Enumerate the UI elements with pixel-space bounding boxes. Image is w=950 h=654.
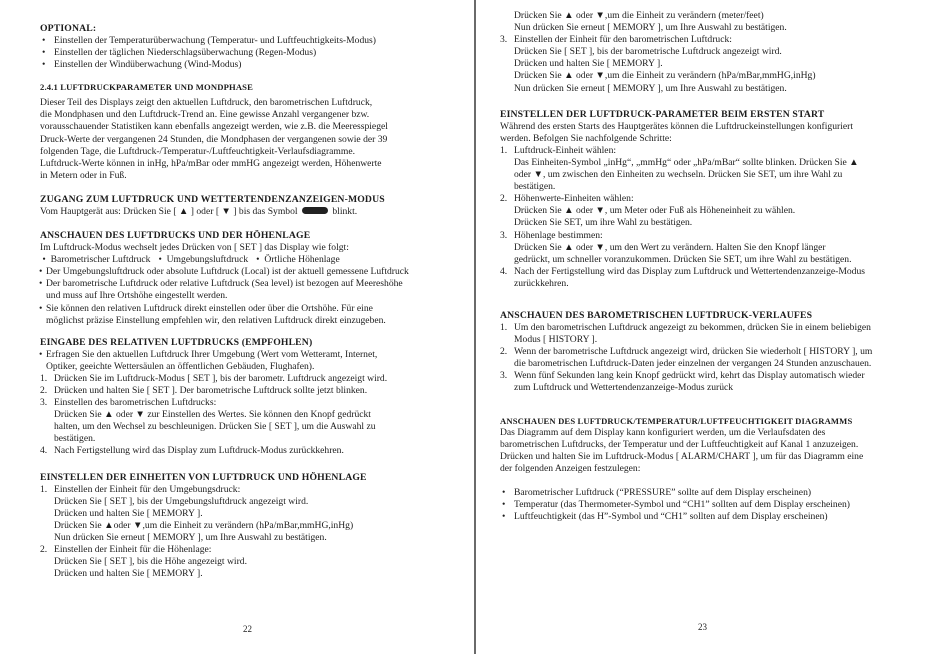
step-number: 1. (500, 321, 508, 333)
step-line: Luftdruck-Einheit wählen: (514, 144, 617, 156)
step-line: Wenn der barometrische Luftdruck angezeigt wird, drücken Sie wiederholt [ HISTORY ], um (514, 346, 873, 358)
anschauen-item (40, 266, 460, 278)
optional-item: • Einstellen der Temperaturüberwachung (Temperatur- und Luftfeuchtigkeits-Modus) (40, 35, 460, 47)
diagramme-line: der folgenden Anzeigen festzulegen: (500, 462, 641, 474)
section-2-4-1-line: vorausschauender Statistiken kann ebenfalls angezeigt werden, wie z.B. die Meeresspiegel (40, 121, 388, 133)
step-line: Höhenwerte-Einheiten wählen: (514, 193, 634, 205)
section-2-4-1-line: Dieser Teil des Displays zeigt den aktuellen Luftdruck, den barometrischen Luftdruck, (40, 97, 373, 109)
step-line: Drücken Sie [ SET ], bis die Höhe angezeigt wird. (54, 556, 247, 568)
eingabe-step (40, 397, 460, 445)
step-line: Drücken Sie ▲oder ▼,um die Einheit zu verändern (hPa/mBar,mmHG,inHg) (54, 519, 354, 531)
step-line: bestätigen. (514, 181, 556, 193)
step-line: Um den barometrischen Luftdruck angezeigt zu bekommen, drücken Sie in einem beliebigen (514, 321, 871, 333)
step-line: Drücken Sie SET, um ihre Wahl zu bestätigen. (514, 217, 693, 229)
einheiten-step (40, 484, 460, 544)
einheiten-step (40, 544, 460, 580)
step-line: Einstellen des barometrischen Luftdrucks: (54, 397, 217, 409)
step-number: 3. (500, 34, 508, 46)
zugang-heading: ZUGANG ZUM LUFTDRUCK UND WETTERTENDENZANZEIGEN-MODUS (40, 193, 385, 205)
step-line: Drücken Sie ▲ oder ▼, um Meter oder Fuß als Höheneinheit zu wählen. (514, 205, 796, 217)
mode-barometric: • Barometrischer Luftdruck (42, 254, 150, 265)
page-number: 22 (243, 624, 252, 634)
erster-start-intro: Während des ersten Starts des Hauptgerätes können die Luftdruckeinstellungen konfiguriert (500, 120, 853, 132)
page-number: 23 (698, 622, 707, 632)
step-line: Das Einheiten-Symbol „inHg“, „mmHg“ oder „hPa/mBar“ sollte blinken. Drücken Sie ▲ (514, 156, 859, 168)
eingabe-bullet (40, 349, 460, 373)
anschauen-item-line: • Sie können den relativen Luftdruck direkt einstellen oder über die Ortshöhe. Für eine (46, 302, 373, 314)
section-2-4-1-line: in Metern oder in Fuß. (40, 169, 127, 181)
step-line: Drücken und halten Sie [ SET ]. Der barometrische Luftdruck sollte jetzt blinken. (54, 384, 368, 396)
step-number: 4. (40, 445, 48, 457)
verlauf-heading: ANSCHAUEN DES BAROMETRISCHEN LUFTDRUCK-VERLAUFES (500, 309, 813, 321)
erster-start-intro: werden. Befolgen Sie nachfolgende Schritte: (500, 132, 672, 144)
page-22-content (40, 23, 460, 580)
eingabe-heading: EINGABE DES RELATIVEN LUFTDRUCKS (EMPFOHLEN) (40, 336, 313, 348)
page-22 (0, 0, 474, 654)
step-line: oder ▼, um zwischen den Einheiten zu wechseln. Drücken Sie SET, um ihre Wahl zu (514, 169, 843, 181)
erster-start-step (500, 266, 930, 290)
section-2-4-1-line: Druck-Werte der vergangenen 24 Stunden, die Mondphasen der vergangenen sowie der 39 (40, 133, 388, 145)
page-23 (476, 0, 950, 654)
einheiten-heading: EINSTELLEN DER EINHEITEN VON LUFTDRUCK UND HÖHENLAGE (40, 471, 367, 483)
eingabe-bullet-line: Optiker, geeichte Wettersäulen an öffentlichen Gebäuden, Flughafen). (46, 360, 315, 372)
step-line: Einstellen der Einheit für den barometrischen Luftdruck: (514, 34, 732, 46)
section-2-4-1-line: folgenden Tage, die Luftdruck-/Temperatur-/Luftfeuchtigkeit-Verlaufsdiagramme. (40, 145, 356, 157)
step-line: Nun drücken Sie erneut [ MEMORY ], um Ihre Auswahl zu bestätigen. (54, 531, 327, 543)
step-line: Nach Fertigstellung wird das Display zum Luftdruck-Modus zurückkehren. (54, 445, 344, 457)
step-line: Drücken Sie ▲ oder ▼ zur Einstellen des Wertes. Sie können den Knopf gedrückt (54, 409, 371, 421)
erster-start-steps (500, 145, 930, 290)
anschauen-item-line: • Der barometrische Luftdruck oder relative Luftdruck (Sea level) ist bezogen auf Meereshöhe (46, 278, 403, 290)
verlauf-steps (500, 322, 930, 395)
anschauen-intro: Im Luftdruck-Modus wechselt jedes Drücken von [ SET ] das Display wie folgt: (40, 242, 349, 254)
step-line: Modus [ HISTORY ]. (514, 334, 598, 346)
einheiten-step (500, 34, 930, 94)
step-number: 4. (500, 265, 508, 277)
diagramme-line: barometrischen Luftdrucks, der Temperatur und der Luftfeuchtigkeit auf Kanal 1 anzuzeigen. (500, 438, 859, 450)
step-line: Nach der Fertigstellung wird das Display zum Luftdruck und Wettertendenzanzeige-Modus (514, 265, 865, 277)
step-line: Wenn fünf Sekunden lang kein Knopf gedrückt wird, kehrt das Display automatisch wieder (514, 370, 865, 382)
einheiten-steps (40, 484, 460, 581)
mode-ambient: • Umgebungsluftdruck (158, 254, 248, 265)
erster-start-heading: EINSTELLEN DER LUFTDRUCK-PARAMETER BEIM ERSTEN START (500, 108, 825, 120)
zugang-text-b: blinkt. (332, 205, 358, 217)
step-line: Nun drücken Sie erneut [ MEMORY ], um Ihre Auswahl zu bestätigen. (514, 82, 787, 94)
anschauen-item-line: • Der Umgebungsluftdruck oder absolute Luftdruck (Local) ist der aktuell gemessene Luftdruck (46, 266, 409, 278)
anschauen-item-line: möglichst präzise Einstellung empfehlen wir, den relativen Luftdruck direkt einzugeben. (46, 314, 386, 326)
step-number: 3. (500, 370, 508, 382)
erster-start-step (500, 230, 930, 266)
diagramme-line: Das Diagramm auf dem Display kann konfiguriert werden, um die Verlaufsdaten des (500, 426, 826, 438)
step-line: Höhenlage bestimmen: (514, 229, 603, 241)
eingabe-step (40, 445, 460, 457)
continued-step (500, 10, 930, 34)
eingabe-steps (40, 373, 460, 458)
einheiten-steps-cont (500, 34, 930, 94)
step-number: 2. (40, 384, 48, 396)
optional-item: • Einstellen der Windüberwachung (Wind-Modus) (40, 59, 460, 71)
verlauf-step (500, 346, 930, 370)
step-line: gedrückt, um schneller voranzukommen. Drücken Sie SET, um ihre Wahl zu bestätigen. (514, 253, 852, 265)
diagramme-list (500, 487, 930, 523)
step-number: 3. (40, 397, 48, 409)
page-23-content (500, 10, 930, 523)
step-number: 1. (500, 144, 508, 156)
step-line: Drücken Sie im Luftdruck-Modus [ SET ], bis der barometr. Luftdruck angezeigt wird. (54, 372, 388, 384)
verlauf-step (500, 322, 930, 346)
step-number: 2. (500, 346, 508, 358)
mode-altitude: • Örtliche Höhenlage (256, 254, 340, 265)
anschauen-item-line: und muss auf Ihre Ortshöhe eingestellt werden. (46, 290, 228, 302)
diagramme-item: • Luftfeuchtigkeit (das H”-Symbol und “CH1” sollten auf dem Display erscheinen) (500, 511, 930, 523)
optional-heading: OPTIONAL: (40, 23, 97, 34)
zugang-text (40, 206, 460, 218)
diagramme-item: • Barometrischer Luftdruck (“PRESSURE” sollte auf dem Display erscheinen) (500, 487, 930, 499)
step-number: 2. (40, 544, 48, 555)
pressure-mode-icon (302, 207, 328, 214)
step-line: Drücken Sie [ SET ], bis der Umgebungsluftdruck angezeigt wird. (54, 495, 309, 507)
verlauf-step (500, 370, 930, 394)
step-line: zum Luftdruck und Wettertendenzanzeige-Modus zurück (514, 382, 734, 394)
step-line: Drücken Sie ▲ oder ▼,um die Einheit zu verändern (hPa/mBar,mmHG,inHg) (514, 70, 816, 82)
step-line: Einstellen der Einheit für den Umgebungsdruck: (54, 483, 241, 495)
anschauen-modes (40, 254, 460, 266)
anschauen-list (40, 266, 460, 326)
step-number: 2. (500, 193, 508, 205)
zugang-text-a: Vom Hauptgerät aus: Drücken Sie [ ▲ ] oder [ ▼ ] bis das Symbol (40, 205, 298, 217)
erster-start-step (500, 193, 930, 229)
diagramme-item: • Temperatur (das Thermometer-Symbol und “CH1” sollten auf dem Display erscheinen) (500, 499, 930, 511)
erster-start-step (500, 145, 930, 193)
step-line: Drücken Sie ▲ oder ▼,um die Einheit zu verändern (meter/feet) (514, 10, 764, 21)
optional-list (40, 35, 460, 71)
eingabe-bullet-line: • Erfragen Sie den aktuellen Luftdruck Ihrer Umgebung (Wert vom Wetteramt, Internet, (46, 348, 378, 360)
anschauen-item (40, 278, 460, 302)
anschauen-heading: ANSCHAUEN DES LUFTDRUCKS UND DER HÖHENLAGE (40, 230, 311, 242)
step-number: 1. (40, 483, 48, 495)
step-line: Drücken und halten Sie [ MEMORY ]. (54, 507, 203, 519)
section-2-4-1-line: die Mondphasen und den Luftdruck-Trend an. Eine gewisse Anzahl vergangener bzw. (40, 109, 370, 121)
step-number: 3. (500, 229, 508, 241)
section-2-4-1-line: Luftdruck-Werte können in inHg, hPa/mBar oder mmHG angezeigt werden, Höhenwerte (40, 157, 382, 169)
eingabe-step (40, 373, 460, 385)
step-line: Einstellen der Einheit für die Höhenlage: (54, 544, 212, 555)
step-line: Drücken und halten Sie [ MEMORY ]. (54, 568, 203, 580)
step-line: Drücken Sie ▲ oder ▼, um den Wert zu verändern. Halten Sie den Knopf länger (514, 241, 826, 253)
step-line: Drücken und halten Sie [ MEMORY ]. (514, 58, 663, 70)
diagramme-line: Drücken und halten Sie im Luftdruck-Modus [ ALARM/CHART ], um für das Diagramm eine (500, 450, 864, 462)
step-line: Nun drücken Sie erneut [ MEMORY ], um Ihre Auswahl zu bestätigen. (514, 22, 787, 34)
anschauen-item (40, 303, 460, 327)
step-line: halten, um den Wechsel zu beschleunigen. Drücken Sie [ SET ], um die Auswahl zu (54, 421, 376, 433)
section-2-4-1-heading: 2.4.1 LUFTDRUCKPARAMETER UND MONDPHASE (40, 82, 253, 93)
step-line: zurückkehren. (514, 277, 569, 289)
step-line: Drücken Sie [ SET ], bis der barometrische Luftdruck angezeigt wird. (514, 46, 782, 58)
eingabe-step (40, 385, 460, 397)
diagramme-heading: ANSCHAUEN DES LUFTDRUCK/TEMPERATUR/LUFTFEUCHTIGKEIT DIAGRAMMS (500, 415, 853, 426)
optional-item: • Einstellen der täglichen Niederschlagsüberwachung (Regen-Modus) (40, 47, 460, 59)
step-number: 1. (40, 372, 48, 384)
step-line: die barometrischen Luftdruck-Daten jeder einzelnen der vergangen 24 Stunden anzuschauen. (514, 358, 872, 370)
eingabe-bullets (40, 349, 460, 373)
step-line: bestätigen. (54, 433, 96, 445)
